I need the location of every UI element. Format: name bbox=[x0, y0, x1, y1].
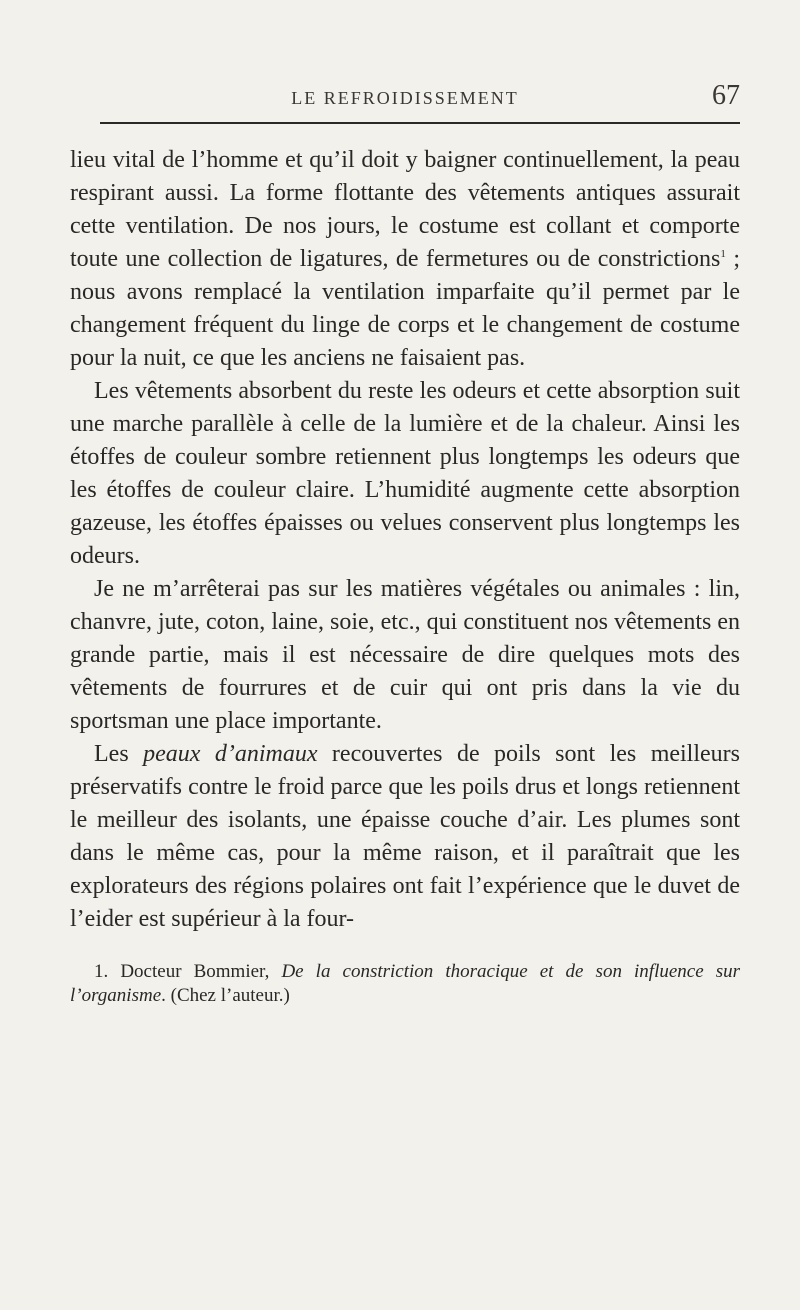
book-page bbox=[70, 78, 740, 1008]
footnote-marker: 1. bbox=[94, 961, 121, 982]
paragraph-4-italic-term: peaux d’animaux bbox=[143, 741, 318, 767]
body-text bbox=[70, 144, 740, 936]
footnote-author: Docteur Bommier, bbox=[120, 961, 282, 982]
running-title: LE REFROIDISSEMENT bbox=[291, 88, 519, 108]
page-number: 67 bbox=[712, 80, 740, 111]
paragraph-2: Les vêtements absorbent du reste les odeurs et cette absorption suit une marche parallèle à celle de la lumière et de la chaleur. Ainsi les étoffes de couleur sombre retiennent plus longtemps les odeurs que les étoffes de couleur claire. L’humidité augmente cette absorption gazeuse, les étoffes épaisses ou velues conservent plus longtemps les odeurs. bbox=[70, 378, 740, 569]
paragraph-1-text-a: lieu vital de l’homme et qu’il doit y baigner continuellement, la peau respirant aussi. La forme flottante des vêtements antiques assurait cette ventilation. De nos jours, le costume est collant et comporte toute une collection de ligatures, de fermetures ou de constrictions bbox=[70, 147, 740, 272]
paragraph-1-text-b: ; nous avons remplacé la ventilation imparfaite qu’il permet par le changement fréquent du linge de corps et le changement de costume pour la nuit, ce que les anciens ne faisaient pas. bbox=[70, 246, 740, 371]
footnote-work-title: De la constriction thoracique et de son influence sur l’organisme bbox=[70, 961, 741, 1006]
footnote-1 bbox=[70, 960, 740, 1008]
paragraph-4 bbox=[70, 738, 740, 936]
header-rule bbox=[100, 122, 740, 124]
paragraph-4-rest: recouvertes de poils sont les meilleurs préservatifs contre le froid parce que les poils drus et longs retiennent le meilleur des isolants, une épaisse couche d’air. Les plumes sont dans le même cas, pour la même raison, et il paraîtrait que les explorateurs des régions polaires ont fait l’expérience que le duvet de l’eider est supérieur à la four- bbox=[70, 741, 741, 932]
footnote-reference: 1 bbox=[720, 248, 726, 260]
paragraph-1 bbox=[70, 144, 740, 375]
paragraph-3: Je ne m’arrêterai pas sur les matières végétales ou animales : lin, chanvre, jute, coton, laine, soie, etc., qui constituent nos vêtements en grande partie, mais il est nécessaire de dire quelques mots des vêtements de fourrures et de cuir qui ont pris dans la vie du sportsman une place importante. bbox=[70, 576, 740, 734]
footnote-tail: . (Chez l’auteur.) bbox=[161, 985, 290, 1006]
paragraph-4-lead: Les bbox=[94, 741, 144, 767]
running-head bbox=[70, 78, 740, 116]
